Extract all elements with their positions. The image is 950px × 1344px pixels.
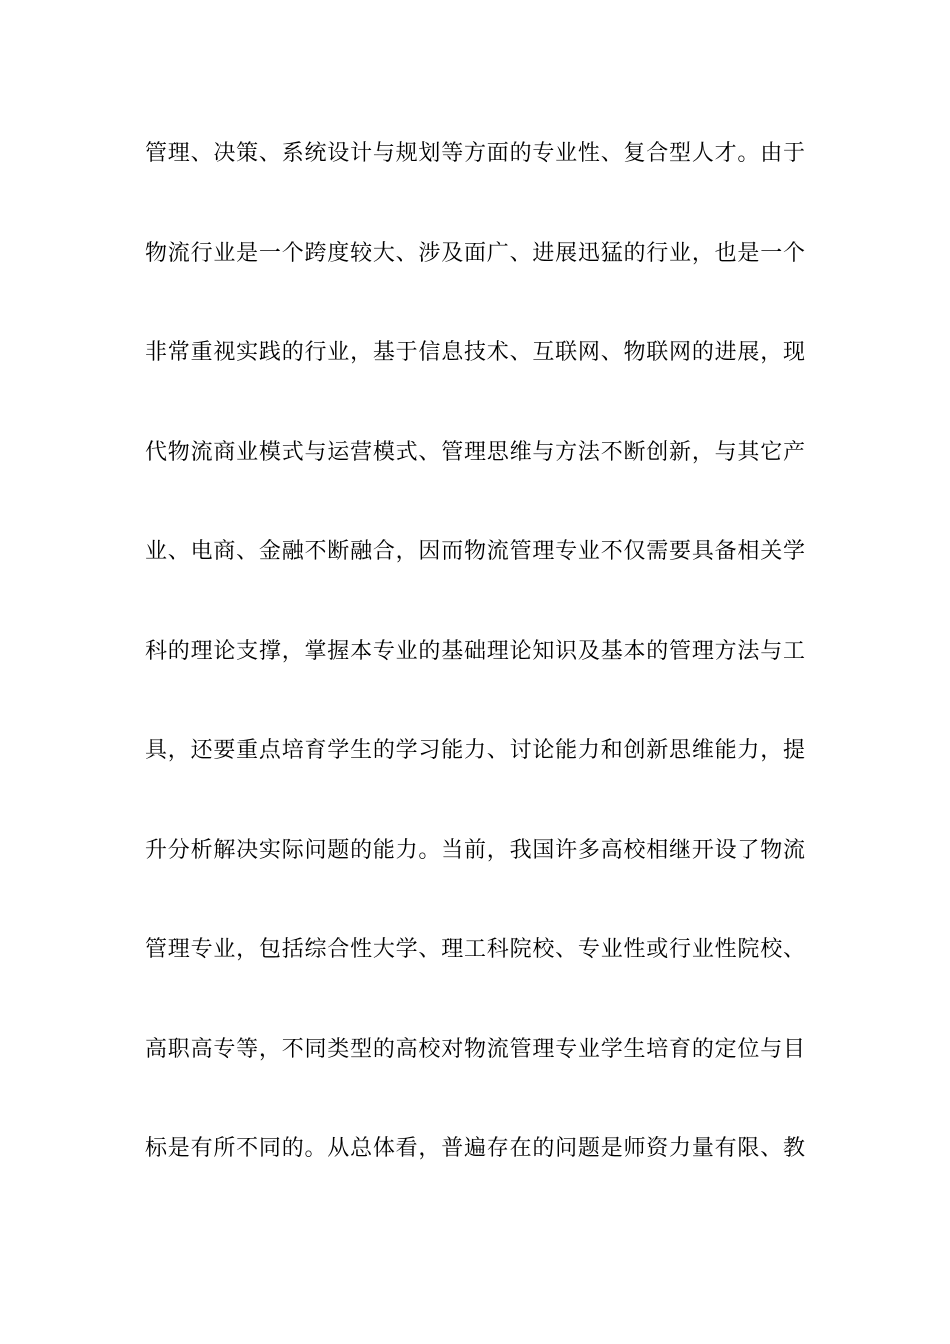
text-line: 升分析解决实际问题的能力。当前，我国许多高校相继开设了物流 bbox=[145, 837, 805, 863]
text-line: 管理专业，包括综合性大学、理工科院校、专业性或行业性院校、 bbox=[145, 937, 805, 962]
body-paragraph bbox=[145, 130, 805, 1225]
text-line: 管理、决策、系统设计与规划等方面的专业性、复合型人才。由于 bbox=[145, 141, 805, 166]
text-line: 高职高专等，不同类型的高校对物流管理专业学生培育的定位与目 bbox=[145, 1036, 805, 1062]
text-line: 代物流商业模式与运营模式、管理思维与方法不断创新，与其它产 bbox=[145, 439, 805, 465]
text-line: 业、电商、金融不断融合，因而物流管理专业不仅需要具备相关学 bbox=[145, 539, 805, 564]
text-line: 标是有所不同的。从总体看，普遍存在的问题是师资力量有限、教 bbox=[145, 1136, 805, 1161]
text-line: 物流行业是一个跨度较大、涉及面广、进展迅猛的行业，也是一个 bbox=[145, 240, 805, 266]
text-line: 非常重视实践的行业，基于信息技术、互联网、物联网的进展，现 bbox=[145, 340, 805, 365]
text-line: 科的理论支撑，掌握本专业的基础理论知识及基本的管理方法与工 bbox=[145, 638, 805, 664]
text-line: 具，还要重点培育学生的学习能力、讨论能力和创新思维能力，提 bbox=[145, 738, 805, 763]
